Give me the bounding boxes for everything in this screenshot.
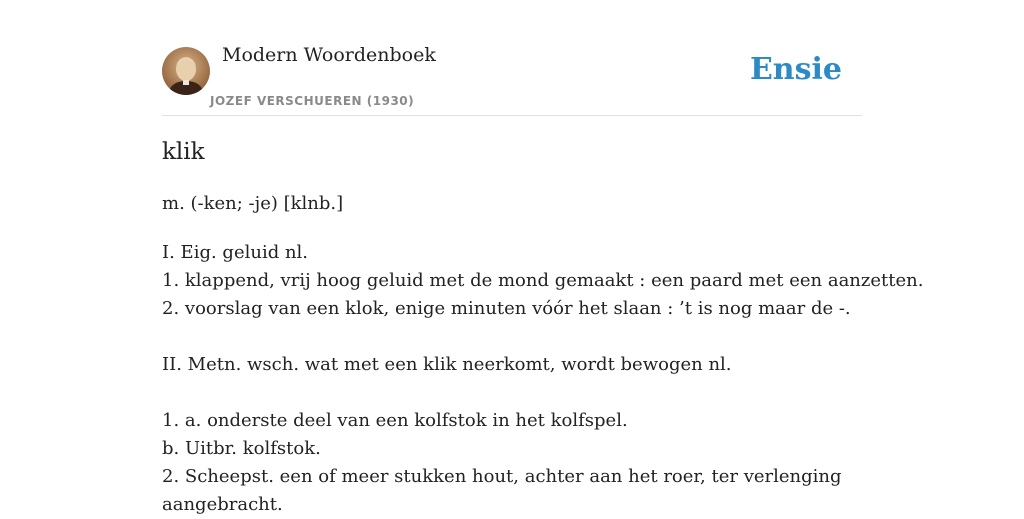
author-avatar[interactable]: [162, 47, 210, 95]
entry-definition: [162, 239, 924, 519]
book-title[interactable]: Modern Woordenboek: [222, 44, 436, 66]
definition-line: II. Metn. wsch. wat met een klik neerkomt, wordt bewogen nl.: [162, 354, 732, 375]
entry-headword: klik: [162, 139, 205, 165]
page-container: [162, 0, 924, 515]
definition-line: 1. a. onderste deel van een kolfstok in het kolfspel.: [162, 410, 628, 431]
definition-line: b. Uitbr. kolfstok.: [162, 438, 321, 459]
definition-line: 2. voorslag van een klok, enige minuten vóór het slaan : ’t is nog maar de -.: [162, 298, 851, 319]
author-name: JOZEF VERSCHUEREN (1930): [210, 94, 415, 108]
definition-spacer: [162, 379, 862, 407]
definition-line: I. Eig. geluid nl.: [162, 242, 309, 263]
entry-grammar: m. (-ken; -je) [klnb.]: [162, 193, 344, 214]
header: [162, 0, 862, 116]
definition-spacer: [162, 323, 862, 351]
definition-line: aangebracht.: [162, 494, 283, 515]
author-portrait-icon: [162, 47, 210, 95]
definition-line: 1. klappend, vrij hoog geluid met de mond gemaakt : een paard met een aanzetten.: [162, 270, 924, 291]
definition-line: 2. Scheepst. een of meer stukken hout, achter aan het roer, ter verlenging: [162, 466, 842, 487]
brand-logo[interactable]: Ensie: [749, 52, 842, 87]
